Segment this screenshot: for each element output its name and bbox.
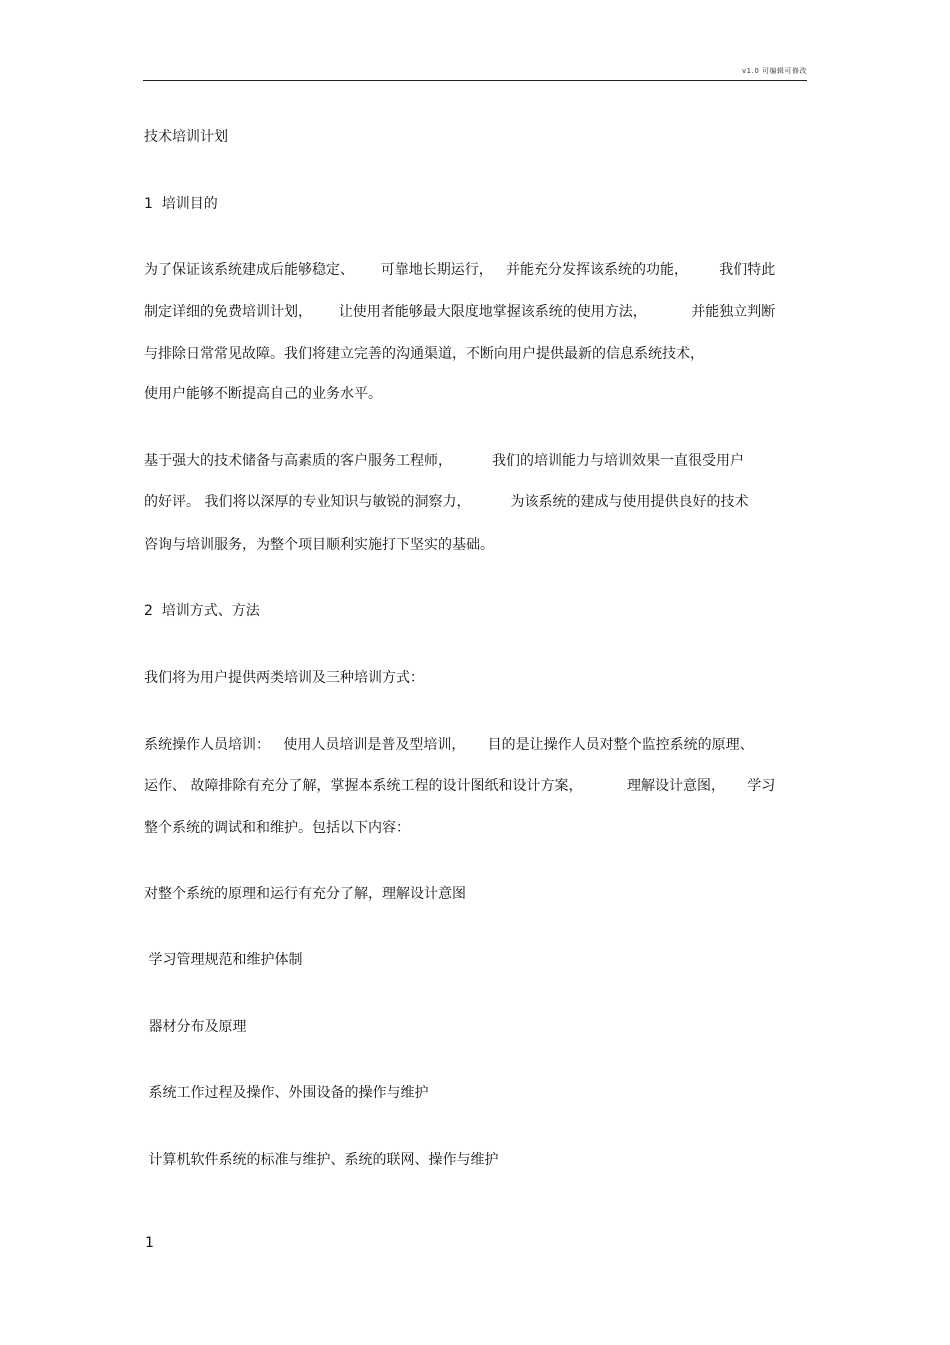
paragraph-line: 使用户能够不断提高自己的业务水平。 [144,386,382,402]
header-rule [143,80,807,81]
list-item: 计算机软件系统的标准与维护、系统的联网、操作与维护 [144,1152,499,1168]
paragraph-line: 与排除日常常见故障。我们将建立完善的沟通渠道，不断向用户提供最新的信息系统技术， [144,346,704,362]
list-item: 对整个系统的原理和运行有充分了解，理解设计意图 [144,886,466,902]
paragraph-line: 的好评。 我们将以深厚的专业知识与敏锐的洞察力， 为该系统的建成与使用提供良好的技术 [144,494,749,510]
section-heading-2: 2 培训方式、方法 [144,603,260,619]
paragraph-line: 制定详细的免费培训计划， 让使用者能够最大限度地掌握该系统的使用方法， 并能独立判断 [144,304,776,320]
paragraph-line: 我们将为用户提供两类培训及三种培训方式： [144,670,424,686]
list-item: 器材分布及原理 [144,1019,247,1035]
list-item: 学习管理规范和维护体制 [144,952,303,968]
page-number: 1 [145,1235,154,1251]
paragraph-line: 为了保证该系统建成后能够稳定、 可靠地长期运行， 并能充分发挥该系统的功能， 我们特此 [144,262,776,278]
list-item: 系统工作过程及操作、外围设备的操作与维护 [144,1085,429,1101]
paragraph-line: 系统操作人员培训： 使用人员培训是普及型培训， 目的是让操作人员对整个监控系统的原理、 [144,737,754,753]
paragraph-line: 运作、 故障排除有充分了解，掌握本系统工程的设计图纸和设计方案， 理解设计意图， 学习 [144,778,776,794]
document-title: 技术培训计划 [144,129,228,145]
paragraph-line: 咨询与培训服务，为整个项目顺利实施打下坚实的基础。 [144,537,494,553]
paragraph-line: 整个系统的调试和和维护。包括以下内容： [144,820,410,836]
section-heading-1: 1 培训目的 [144,196,218,212]
header-version-note: v1.0 可编辑可修改 [742,67,807,75]
paragraph-line: 基于强大的技术储备与高素质的客户服务工程师， 我们的培训能力与培训效果一直很受用户 [144,453,745,469]
